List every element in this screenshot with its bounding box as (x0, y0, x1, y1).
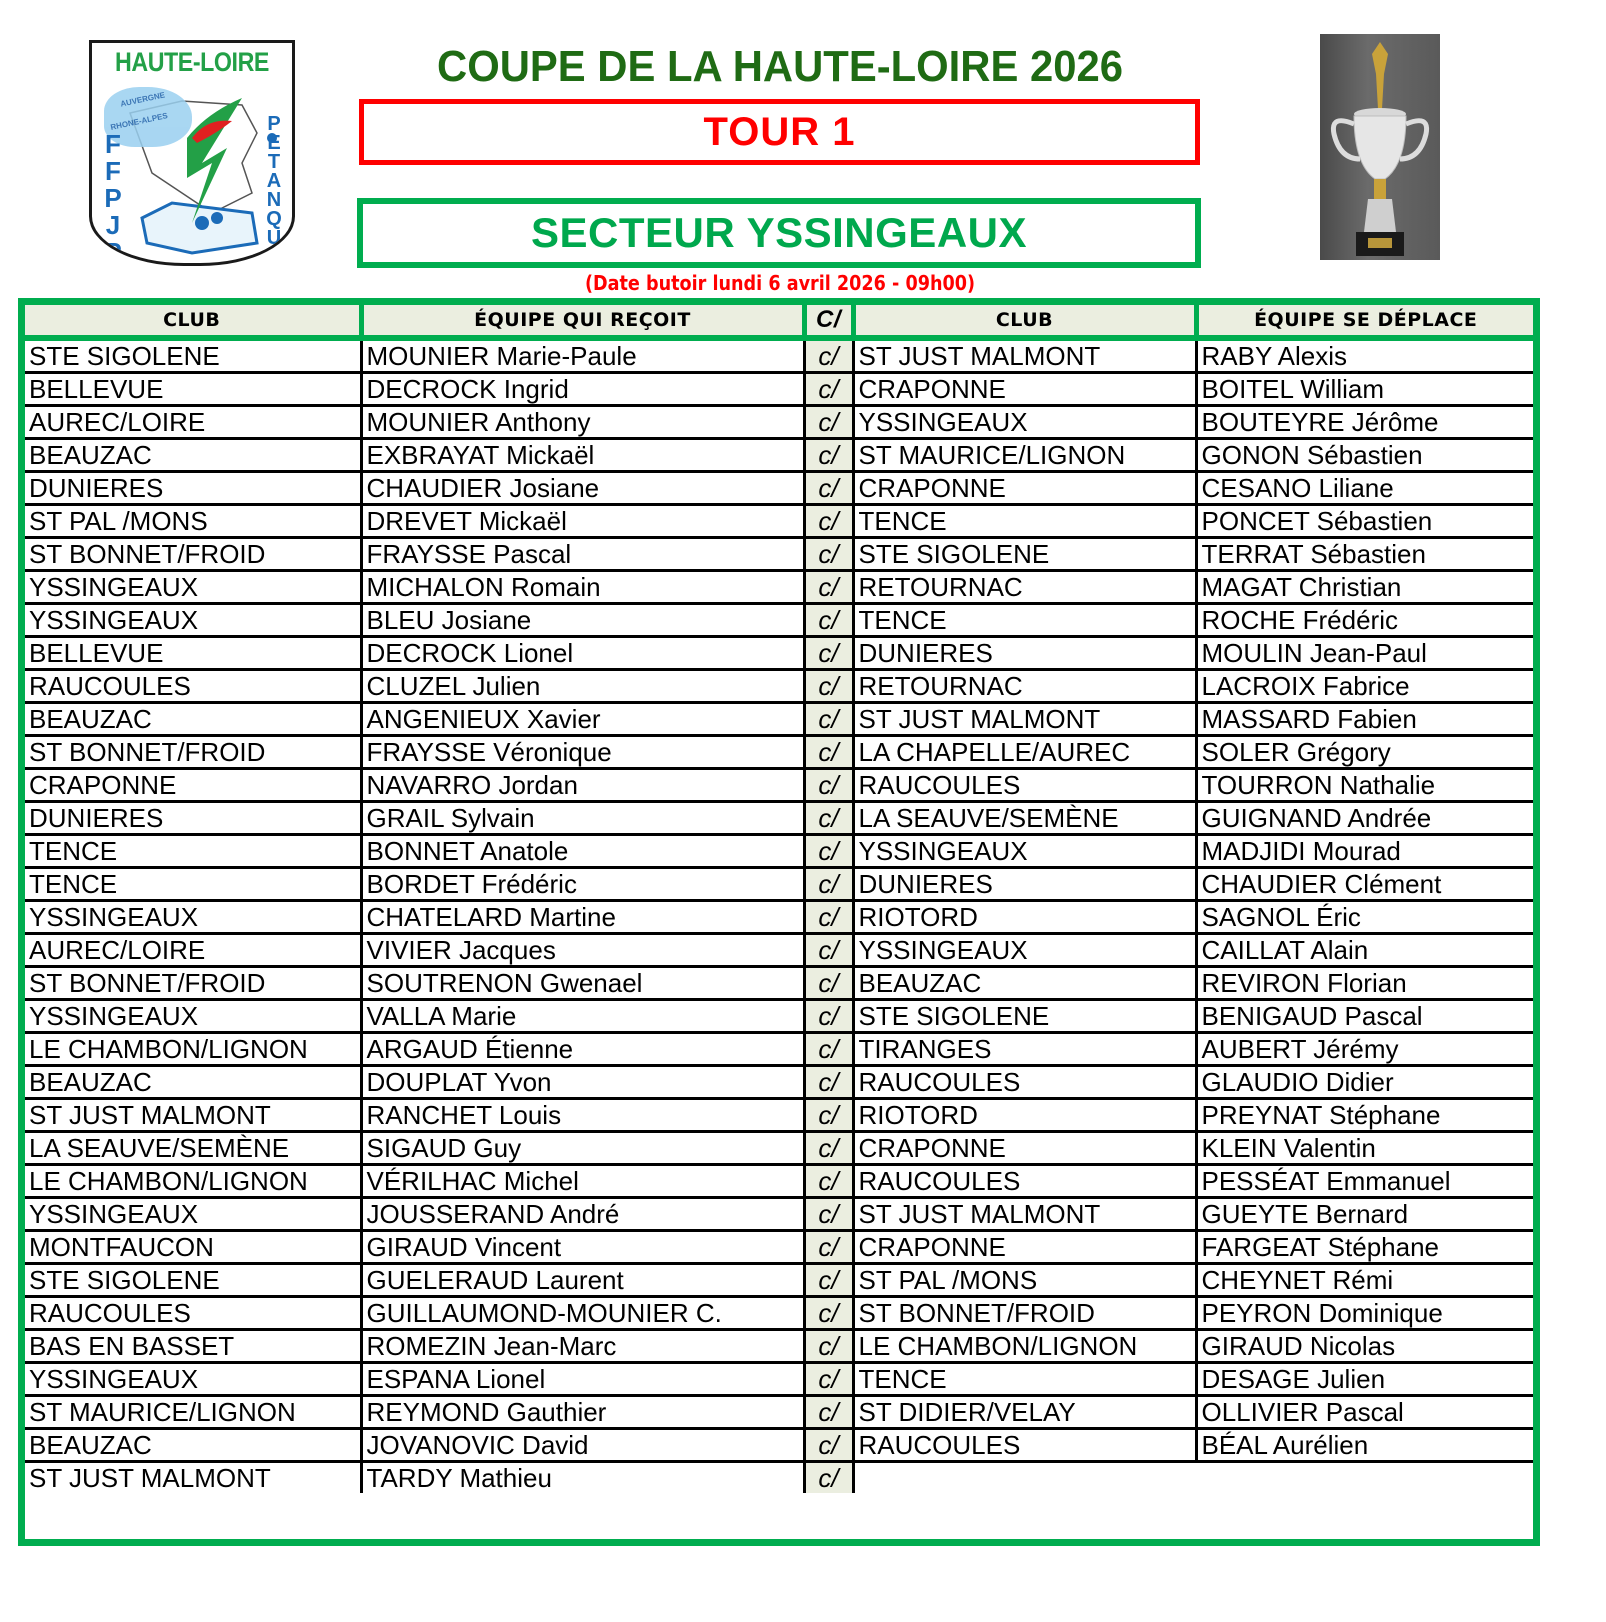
table-row (25, 670, 1533, 703)
home-club-cell: LE CHAMBON/LIGNON (25, 1033, 361, 1066)
home-club-cell: ST BONNET/FROID (25, 736, 361, 769)
away-team-cell: GUIGNAND Andrée (1196, 802, 1533, 835)
away-club-cell: TENCE (853, 505, 1196, 538)
versus-cell: c/ (804, 505, 853, 538)
away-team-cell: GLAUDIO Didier (1196, 1066, 1533, 1099)
home-team-cell: BLEU Josiane (361, 604, 804, 637)
table-row (25, 1000, 1533, 1033)
versus-cell: c/ (804, 670, 853, 703)
away-club-cell: CRAPONNE (853, 472, 1196, 505)
away-team-cell: MOULIN Jean-Paul (1196, 637, 1533, 670)
table-row (25, 835, 1533, 868)
away-club-cell: ST JUST MALMONT (853, 703, 1196, 736)
logo-region-line2: RHONE-ALPES (109, 111, 169, 132)
home-club-cell: AUREC/LOIRE (25, 406, 361, 439)
table-row (25, 1330, 1533, 1363)
home-club-cell: YSSINGEAUX (25, 1363, 361, 1396)
home-club-cell: RAUCOULES (25, 670, 361, 703)
home-club-cell: ST BONNET/FROID (25, 967, 361, 1000)
home-team-cell: JOVANOVIC David (361, 1429, 804, 1462)
versus-cell: c/ (804, 868, 853, 901)
table-row (25, 1363, 1533, 1396)
away-team-cell: CESANO Liliane (1196, 472, 1533, 505)
home-team-cell: ARGAUD Étienne (361, 1033, 804, 1066)
versus-cell: c/ (804, 1363, 853, 1396)
home-club-cell: YSSINGEAUX (25, 1198, 361, 1231)
home-team-cell: VIVIER Jacques (361, 934, 804, 967)
home-club-cell: LA SEAUVE/SEMÈNE (25, 1132, 361, 1165)
away-club-cell: DUNIERES (853, 637, 1196, 670)
away-team-cell: KLEIN Valentin (1196, 1132, 1533, 1165)
table-row (25, 373, 1533, 406)
trophy-photo (1320, 34, 1440, 260)
away-club-cell: RIOTORD (853, 901, 1196, 934)
away-club-cell: RETOURNAC (853, 670, 1196, 703)
header-home-club: CLUB (25, 305, 361, 338)
logo-ffpjp-vertical: F F P J P (104, 129, 122, 266)
home-club-cell: TENCE (25, 835, 361, 868)
away-team-cell: AUBERT Jérémy (1196, 1033, 1533, 1066)
away-club-cell: YSSINGEAUX (853, 406, 1196, 439)
sector-box (357, 198, 1201, 268)
header-home-team: ÉQUIPE QUI REÇOIT (361, 305, 804, 338)
away-team-cell: GIRAUD Nicolas (1196, 1330, 1533, 1363)
versus-cell: c/ (804, 934, 853, 967)
versus-cell: c/ (804, 1033, 853, 1066)
home-club-cell: AUREC/LOIRE (25, 934, 361, 967)
versus-cell: c/ (804, 1396, 853, 1429)
table-row (25, 538, 1533, 571)
table-row (25, 967, 1533, 1000)
away-club-cell: RAUCOULES (853, 1066, 1196, 1099)
table-row (25, 1429, 1533, 1462)
table-row (25, 1231, 1533, 1264)
away-club-cell: ST JUST MALMONT (853, 1198, 1196, 1231)
away-club-cell: ST PAL /MONS (853, 1264, 1196, 1297)
home-team-cell: FRAYSSE Véronique (361, 736, 804, 769)
table-row (25, 472, 1533, 505)
away-club-cell: TENCE (853, 1363, 1196, 1396)
home-team-cell: NAVARRO Jordan (361, 769, 804, 802)
away-club-cell: TIRANGES (853, 1033, 1196, 1066)
versus-cell: c/ (804, 571, 853, 604)
home-club-cell: BEAUZAC (25, 439, 361, 472)
home-club-cell: LE CHAMBON/LIGNON (25, 1165, 361, 1198)
table-row (25, 1297, 1533, 1330)
home-team-cell: FRAYSSE Pascal (361, 538, 804, 571)
round-box (359, 99, 1200, 165)
table-header-row (25, 305, 1533, 338)
table-row (25, 1132, 1533, 1165)
away-team-cell: PEYRON Dominique (1196, 1297, 1533, 1330)
home-club-cell: STE SIGOLENE (25, 1264, 361, 1297)
away-team-cell: TOURRON Nathalie (1196, 769, 1533, 802)
home-club-cell: BAS EN BASSET (25, 1330, 361, 1363)
versus-cell: c/ (804, 338, 853, 373)
trophy-icon (1320, 34, 1440, 260)
versus-cell: c/ (804, 604, 853, 637)
away-team-cell: DESAGE Julien (1196, 1363, 1533, 1396)
away-team-cell: BENIGAUD Pascal (1196, 1000, 1533, 1033)
home-team-cell: VALLA Marie (361, 1000, 804, 1033)
home-team-cell: GUELERAUD Laurent (361, 1264, 804, 1297)
versus-cell: c/ (804, 1429, 853, 1462)
table-row (25, 703, 1533, 736)
table-row (25, 736, 1533, 769)
home-club-cell: YSSINGEAUX (25, 571, 361, 604)
matches-table (18, 298, 1540, 1546)
home-team-cell: CLUZEL Julien (361, 670, 804, 703)
home-team-cell: GRAIL Sylvain (361, 802, 804, 835)
versus-cell: c/ (804, 1165, 853, 1198)
home-club-cell: YSSINGEAUX (25, 901, 361, 934)
versus-cell: c/ (804, 472, 853, 505)
away-club-cell: DUNIERES (853, 868, 1196, 901)
home-club-cell: ST MAURICE/LIGNON (25, 1396, 361, 1429)
home-team-cell: BONNET Anatole (361, 835, 804, 868)
header-versus: C/ (804, 305, 853, 338)
away-club-cell: STE SIGOLENE (853, 1000, 1196, 1033)
table-row (25, 571, 1533, 604)
away-team-cell: MASSARD Fabien (1196, 703, 1533, 736)
home-club-cell: BELLEVUE (25, 373, 361, 406)
table-row (25, 604, 1533, 637)
home-team-cell: GUILLAUMOND-MOUNIER C. (361, 1297, 804, 1330)
table-row (25, 1066, 1533, 1099)
home-team-cell: EXBRAYAT Mickaël (361, 439, 804, 472)
versus-cell: c/ (804, 1297, 853, 1330)
versus-cell: c/ (804, 901, 853, 934)
home-club-cell: BELLEVUE (25, 637, 361, 670)
round-label: TOUR 1 (703, 110, 856, 154)
away-team-cell: GONON Sébastien (1196, 439, 1533, 472)
away-team-cell: MAGAT Christian (1196, 571, 1533, 604)
versus-cell: c/ (804, 1066, 853, 1099)
home-club-cell: YSSINGEAUX (25, 1000, 361, 1033)
away-team-cell: OLLIVIER Pascal (1196, 1396, 1533, 1429)
away-club-cell: ST JUST MALMONT (853, 338, 1196, 373)
home-club-cell: MONTFAUCON (25, 1231, 361, 1264)
away-club-cell (853, 1462, 1533, 1494)
versus-cell: c/ (804, 637, 853, 670)
away-team-cell: ROCHE Frédéric (1196, 604, 1533, 637)
header-away-club: CLUB (853, 305, 1196, 338)
home-team-cell: ESPANA Lionel (361, 1363, 804, 1396)
table-row (25, 934, 1533, 967)
versus-cell: c/ (804, 703, 853, 736)
away-team-cell: CHEYNET Rémi (1196, 1264, 1533, 1297)
versus-cell: c/ (804, 1198, 853, 1231)
away-club-cell: ST DIDIER/VELAY (853, 1396, 1196, 1429)
away-club-cell: YSSINGEAUX (853, 835, 1196, 868)
table-row (25, 802, 1533, 835)
away-team-cell: LACROIX Fabrice (1196, 670, 1533, 703)
table-row (25, 1264, 1533, 1297)
away-team-cell: GUEYTE Bernard (1196, 1198, 1533, 1231)
versus-cell: c/ (804, 1000, 853, 1033)
home-team-cell: VÉRILHAC Michel (361, 1165, 804, 1198)
home-team-cell: ROMEZIN Jean-Marc (361, 1330, 804, 1363)
ffpjp-haute-loire-logo (89, 40, 295, 266)
away-club-cell: LE CHAMBON/LIGNON (853, 1330, 1196, 1363)
home-club-cell: YSSINGEAUX (25, 604, 361, 637)
sector-label: SECTEUR YSSINGEAUX (531, 209, 1027, 256)
logo-title: HAUTE-LOIRE (115, 47, 269, 77)
away-team-cell: SAGNOL Éric (1196, 901, 1533, 934)
versus-cell: c/ (804, 1264, 853, 1297)
away-team-cell: PONCET Sébastien (1196, 505, 1533, 538)
table-row (25, 1462, 1533, 1494)
table-row (25, 901, 1533, 934)
home-team-cell: DECROCK Ingrid (361, 373, 804, 406)
away-team-cell: BOITEL William (1196, 373, 1533, 406)
away-team-cell: RABY Alexis (1196, 338, 1533, 373)
table-row (25, 1033, 1533, 1066)
home-team-cell: CHATELARD Martine (361, 901, 804, 934)
table-row (25, 1198, 1533, 1231)
home-club-cell: ST JUST MALMONT (25, 1099, 361, 1132)
versus-cell: c/ (804, 1462, 853, 1494)
away-team-cell: SOLER Grégory (1196, 736, 1533, 769)
away-club-cell: CRAPONNE (853, 373, 1196, 406)
home-club-cell: RAUCOULES (25, 1297, 361, 1330)
home-club-cell: TENCE (25, 868, 361, 901)
home-club-cell: ST BONNET/FROID (25, 538, 361, 571)
versus-cell: c/ (804, 802, 853, 835)
home-team-cell: DREVET Mickaël (361, 505, 804, 538)
away-club-cell: RAUCOULES (853, 1429, 1196, 1462)
versus-cell: c/ (804, 373, 853, 406)
table-row (25, 439, 1533, 472)
logo-petanque-vertical: P E T A N Q U E (266, 113, 282, 266)
home-club-cell: ST PAL /MONS (25, 505, 361, 538)
away-team-cell: CAILLAT Alain (1196, 934, 1533, 967)
home-club-cell: ST JUST MALMONT (29, 1463, 271, 1493)
away-club-cell: RAUCOULES (853, 1165, 1196, 1198)
header-away-team: ÉQUIPE SE DÉPLACE (1196, 305, 1533, 338)
away-club-cell: BEAUZAC (853, 967, 1196, 1000)
away-club-cell: ST BONNET/FROID (853, 1297, 1196, 1330)
table-row (25, 868, 1533, 901)
versus-cell: c/ (804, 967, 853, 1000)
versus-cell: c/ (804, 1330, 853, 1363)
away-team-cell: FARGEAT Stéphane (1196, 1231, 1533, 1264)
table-row (25, 338, 1533, 373)
deadline-note: (Date butoir lundi 6 avril 2026 - 09h00) (584, 271, 976, 295)
home-team-cell: CHAUDIER Josiane (361, 472, 804, 505)
home-club-cell: BEAUZAC (25, 1066, 361, 1099)
home-team-cell: RANCHET Louis (361, 1099, 804, 1132)
home-club-cell: STE SIGOLENE (25, 338, 361, 373)
home-club-cell: BEAUZAC (25, 703, 361, 736)
home-club-cell: BEAUZAC (25, 1429, 361, 1462)
home-team-cell: DECROCK Lionel (361, 637, 804, 670)
home-team-cell: GIRAUD Vincent (361, 1231, 804, 1264)
table-row (25, 505, 1533, 538)
home-team-cell: REYMOND Gauthier (361, 1396, 804, 1429)
versus-cell: c/ (804, 1132, 853, 1165)
away-club-cell: LA SEAUVE/SEMÈNE (853, 802, 1196, 835)
away-team-cell: TERRAT Sébastien (1196, 538, 1533, 571)
home-team-cell: SIGAUD Guy (361, 1132, 804, 1165)
away-club-cell: RIOTORD (853, 1099, 1196, 1132)
away-club-cell: STE SIGOLENE (853, 538, 1196, 571)
table-row (25, 1099, 1533, 1132)
away-club-cell: CRAPONNE (853, 1231, 1196, 1264)
home-team-cell: MOUNIER Marie-Paule (361, 338, 804, 373)
logo-region-line1: AUVERGNE (119, 90, 166, 109)
away-club-cell: RETOURNAC (853, 571, 1196, 604)
away-team-cell: CHAUDIER Clément (1196, 868, 1533, 901)
away-club-cell: ST MAURICE/LIGNON (853, 439, 1196, 472)
home-team-cell: MICHALON Romain (361, 571, 804, 604)
versus-cell: c/ (804, 835, 853, 868)
table-row (25, 406, 1533, 439)
away-club-cell: LA CHAPELLE/AUREC (853, 736, 1196, 769)
home-team-cell: JOUSSERAND André (361, 1198, 804, 1231)
table-row (25, 769, 1533, 802)
away-team-cell: REVIRON Florian (1196, 967, 1533, 1000)
home-club-cell: CRAPONNE (25, 769, 361, 802)
versus-cell: c/ (804, 736, 853, 769)
home-club-cell: DUNIERES (25, 802, 361, 835)
page-title: COUPE DE LA HAUTE-LOIRE 2026 (437, 42, 1123, 91)
away-team-cell: PREYNAT Stéphane (1196, 1099, 1533, 1132)
home-team-cell: TARDY Mathieu (361, 1462, 804, 1494)
away-team-cell: BÉAL Aurélien (1196, 1429, 1533, 1462)
away-team-cell: PESSÉAT Emmanuel (1196, 1165, 1533, 1198)
away-club-cell: YSSINGEAUX (853, 934, 1196, 967)
table-row (25, 1396, 1533, 1429)
home-team-cell: ANGENIEUX Xavier (361, 703, 804, 736)
away-club-cell: RAUCOULES (853, 769, 1196, 802)
table-row (25, 1165, 1533, 1198)
versus-cell: c/ (804, 538, 853, 571)
versus-cell: c/ (804, 1231, 853, 1264)
versus-cell: c/ (804, 439, 853, 472)
away-team-cell: BOUTEYRE Jérôme (1196, 406, 1533, 439)
away-club-cell: CRAPONNE (853, 1132, 1196, 1165)
home-team-cell: BORDET Frédéric (361, 868, 804, 901)
home-club-cell: DUNIERES (25, 472, 361, 505)
home-team-cell: SOUTRENON Gwenael (361, 967, 804, 1000)
table-row (25, 637, 1533, 670)
versus-cell: c/ (804, 769, 853, 802)
versus-cell: c/ (804, 1099, 853, 1132)
away-team-cell: MADJIDI Mourad (1196, 835, 1533, 868)
away-club-cell: TENCE (853, 604, 1196, 637)
home-team-cell: DOUPLAT Yvon (361, 1066, 804, 1099)
versus-cell: c/ (804, 406, 853, 439)
home-team-cell: MOUNIER Anthony (361, 406, 804, 439)
